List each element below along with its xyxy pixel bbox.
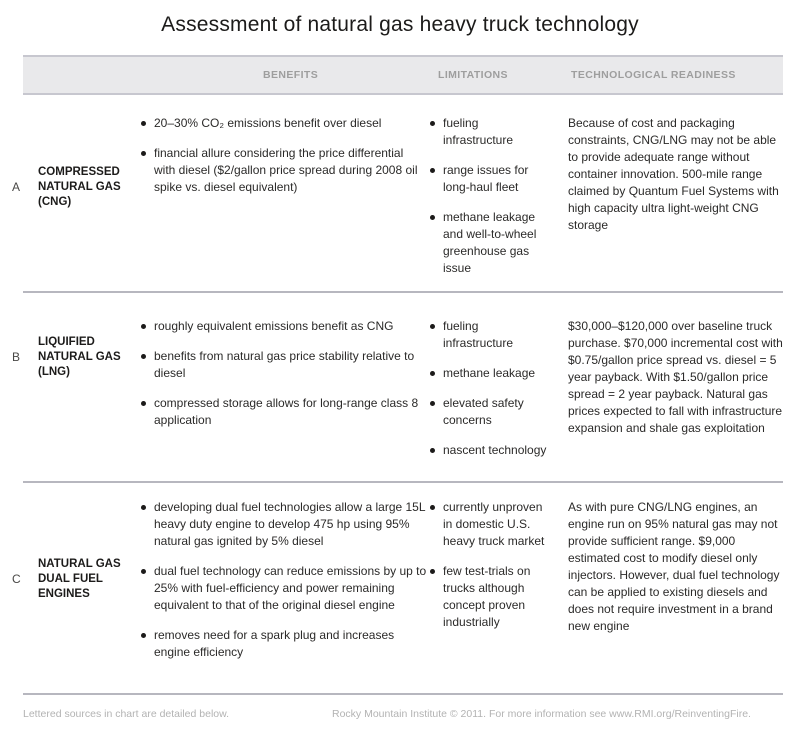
benefit-text: 20–30% CO₂ emissions benefit over diesel [154, 116, 382, 130]
column-header-technological-readiness: TECHNOLOGICAL READINESS [571, 69, 736, 81]
bullet-icon [141, 354, 146, 359]
technology-name: LIQUIFIED NATURAL GAS (LNG) [38, 336, 121, 378]
benefit-item [141, 115, 427, 132]
bullet-icon [430, 371, 435, 376]
bullet-icon [141, 324, 146, 329]
column-header-benefits: BENEFITS [263, 69, 319, 81]
benefit-text: roughly equivalent emissions benefit as CNG [154, 319, 394, 333]
bullet-icon [430, 215, 435, 220]
bullet-icon [141, 633, 146, 638]
limitation-text: elevated safety concerns [443, 396, 524, 427]
bullet-icon [141, 151, 146, 156]
limitations-cell [430, 318, 550, 472]
footer-note: Lettered sources in chart are detailed below. [23, 708, 230, 720]
limitation-text: few test-trials on trucks although concept proven industrially [443, 564, 531, 629]
limitation-text: range issues for long-haul fleet [443, 163, 529, 194]
page-title: Assessment of natural gas heavy truck technology [161, 13, 639, 36]
bullet-icon [141, 505, 146, 510]
bullet-icon [141, 569, 146, 574]
benefit-text: removes need for a spark plug and increases engine efficiency [154, 628, 395, 659]
readiness-cell: $30,000–$120,000 over baseline truck purchase. $70,000 incremental cost with $0.75/gallon price spread vs. diesel = 5 year payback. With $1.50/gallon price spread = 2 year payback. Natural gas prices expected to fall with infrastructure expansion and shale gas exploitation [568, 319, 783, 435]
benefit-text: financial allure considering the price differential with diesel ($2/gallon price spread during 2008 oil spike vs. diesel equivalent) [154, 146, 418, 194]
limitation-item [430, 365, 550, 382]
limitation-item [430, 395, 550, 429]
bullet-icon [141, 401, 146, 406]
limitation-text: fueling infrastructure [443, 319, 514, 350]
limitation-item [430, 209, 550, 277]
bullet-icon [430, 168, 435, 173]
table-row-lng [0, 293, 800, 481]
limitation-text: fueling infrastructure [443, 116, 514, 147]
bullet-icon [430, 448, 435, 453]
table-header-bar [23, 55, 783, 95]
limitation-item [430, 115, 550, 149]
limitation-item [430, 563, 550, 631]
benefit-text: benefits from natural gas price stability relative to diesel [154, 349, 415, 380]
benefits-cell [141, 115, 427, 209]
table-row-cng [0, 95, 800, 291]
row-letter: C [12, 572, 21, 586]
limitations-cell [430, 115, 550, 290]
benefit-item [141, 627, 427, 661]
benefit-item [141, 348, 427, 382]
bottom-divider [23, 693, 783, 695]
benefit-item [141, 499, 427, 550]
benefits-cell [141, 499, 427, 674]
limitation-text: nascent technology [443, 443, 547, 457]
limitation-text: methane leakage and well-to-wheel greenhouse gas issue [443, 210, 537, 275]
limitation-item [430, 499, 550, 550]
bullet-icon [430, 505, 435, 510]
table-row-dual-fuel [0, 483, 800, 693]
bullet-icon [141, 121, 146, 126]
benefit-text: developing dual fuel technologies allow a large 15L heavy duty engine to develop 475 hp using 95% natural gas ignited by 5% diesel [154, 500, 426, 548]
limitation-item [430, 318, 550, 352]
bullet-icon [430, 324, 435, 329]
benefits-cell [141, 318, 427, 442]
footer-credit: Rocky Mountain Institute © 2011. For more information see www.RMI.org/ReinventingFire. [332, 708, 751, 720]
benefit-text: dual fuel technology can reduce emissions by up to 25% with fuel-efficiency and power remaining equivalent to that of the original diesel engine [154, 564, 427, 612]
column-header-limitations: LIMITATIONS [438, 69, 508, 81]
bullet-icon [430, 121, 435, 126]
technology-name: COMPRESSED NATURAL GAS (CNG) [38, 166, 121, 208]
limitation-text: methane leakage [443, 366, 536, 380]
benefit-text: compressed storage allows for long-range class 8 application [154, 396, 419, 427]
readiness-cell: As with pure CNG/LNG engines, an engine run on 95% natural gas may not provide sufficient range. $9,000 estimated cost to modify diesel only injectors. However, dual fuel technology can be applied to existing diesels and does not require investment in a brand new engine [568, 500, 780, 633]
benefit-item [141, 563, 427, 614]
row-letter: B [12, 350, 21, 364]
limitations-cell [430, 499, 550, 644]
bullet-icon [430, 401, 435, 406]
technology-name: NATURAL GAS DUAL FUEL ENGINES [38, 558, 121, 600]
limitation-item [430, 162, 550, 196]
benefit-item [141, 395, 427, 429]
readiness-cell: Because of cost and packaging constraints, CNG/LNG may not be able to provide adequate range without container innovation. 500-mile range claimed by Quantum Fuel Systems with high capacity ultra light-weight CNG storage [568, 116, 779, 232]
row-letter: A [12, 180, 21, 194]
bullet-icon [430, 569, 435, 574]
benefit-item [141, 318, 427, 335]
benefit-item [141, 145, 427, 196]
limitation-item [430, 442, 550, 459]
limitation-text: currently unproven in domestic U.S. heavy truck market [443, 500, 545, 548]
